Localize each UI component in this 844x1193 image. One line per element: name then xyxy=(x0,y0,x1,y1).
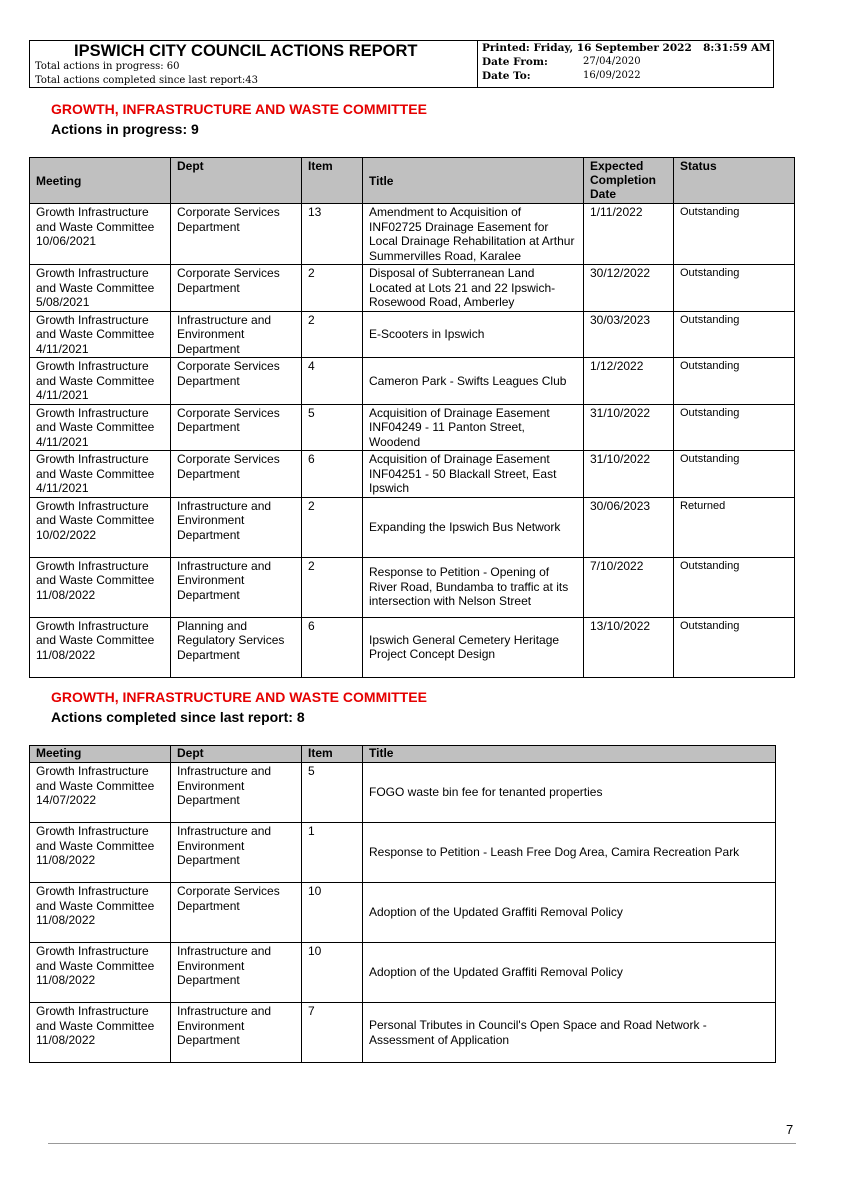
item-cell: 10 xyxy=(302,883,363,943)
printed-time: 8:31:59 AM xyxy=(703,42,771,54)
total-completed: Total actions completed since last report:43 xyxy=(35,75,258,86)
table-row xyxy=(30,497,795,557)
col-item: Item xyxy=(302,158,363,204)
dept-cell: Corporate Services Department xyxy=(171,451,302,498)
col-expected-line1: Expected xyxy=(590,159,644,173)
section1-committee-heading: GROWTH, INFRASTRUCTURE AND WASTE COMMITTEE xyxy=(51,101,427,117)
item-cell: 6 xyxy=(302,451,363,498)
title-cell: Adoption of the Updated Graffiti Removal Policy xyxy=(363,883,776,943)
expected-date-cell: 30/06/2023 xyxy=(584,497,674,557)
expected-date-cell: 13/10/2022 xyxy=(584,617,674,677)
expected-date-cell: 30/12/2022 xyxy=(584,265,674,312)
printed-row xyxy=(482,42,782,54)
title-cell: Expanding the Ipswich Bus Network xyxy=(363,497,584,557)
expected-date-cell: 31/10/2022 xyxy=(584,451,674,498)
title-cell: Response to Petition - Opening of River Road, Bundamba to traffic at its intersection with Nelson Street xyxy=(363,557,584,617)
title-cell: Acquisition of Drainage Easement INF04249 - 11 Panton Street, Woodend xyxy=(363,404,584,451)
title-cell: Amendment to Acquisition of INF02725 Drainage Easement for Local Drainage Rehabilitation at Arthur Summervilles Road, Karalee xyxy=(363,204,584,265)
title-cell: Acquisition of Drainage Easement INF04251 - 50 Blackall Street, East Ipswich xyxy=(363,451,584,498)
table-row xyxy=(30,404,795,451)
dept-cell: Infrastructure and Environment Department xyxy=(171,823,302,883)
expected-date-cell: 7/10/2022 xyxy=(584,557,674,617)
item-cell: 2 xyxy=(302,557,363,617)
meeting-cell: Growth Infrastructure and Waste Committee 4/11/2021 xyxy=(30,451,171,498)
printed-label: Printed: Friday, 16 September 2022 xyxy=(482,42,692,54)
title-cell: Personal Tributes in Council's Open Space and Road Network - Assessment of Application xyxy=(363,1003,776,1063)
table-row xyxy=(30,763,776,823)
meeting-cell: Growth Infrastructure and Waste Committee 11/08/2022 xyxy=(30,1003,171,1063)
table-row xyxy=(30,204,795,265)
title-cell: Ipswich General Cemetery Heritage Project Concept Design xyxy=(363,617,584,677)
page-number: 7 xyxy=(786,1122,794,1137)
title-cell: Cameron Park - Swifts Leagues Club xyxy=(363,358,584,405)
table-row xyxy=(30,943,776,1003)
item-cell: 13 xyxy=(302,204,363,265)
expected-date-cell: 1/12/2022 xyxy=(584,358,674,405)
table-row xyxy=(30,265,795,312)
status-cell: Outstanding xyxy=(674,311,795,358)
col-dept: Dept xyxy=(171,158,302,204)
table-row xyxy=(30,823,776,883)
item-cell: 2 xyxy=(302,497,363,557)
report-title: IPSWICH CITY COUNCIL ACTIONS REPORT xyxy=(74,42,418,60)
col-expected-line3: Date xyxy=(590,187,617,201)
item-cell: 7 xyxy=(302,1003,363,1063)
meeting-cell: Growth Infrastructure and Waste Committee 4/11/2021 xyxy=(30,404,171,451)
dept-cell: Corporate Services Department xyxy=(171,265,302,312)
dept-cell: Corporate Services Department xyxy=(171,883,302,943)
meeting-cell: Growth Infrastructure and Waste Committee 10/06/2021 xyxy=(30,204,171,265)
col-item: Item xyxy=(302,746,363,763)
date-to-value: 16/09/2022 xyxy=(583,70,641,81)
date-to-label: Date To: xyxy=(482,70,531,82)
table-header-row xyxy=(30,158,795,204)
status-cell: Outstanding xyxy=(674,358,795,405)
report-header-right xyxy=(482,41,772,87)
status-cell: Outstanding xyxy=(674,617,795,677)
item-cell: 2 xyxy=(302,311,363,358)
meeting-cell: Growth Infrastructure and Waste Committee 11/08/2022 xyxy=(30,943,171,1003)
dept-cell: Infrastructure and Environment Department xyxy=(171,311,302,358)
col-title: Title xyxy=(363,746,776,763)
status-cell: Outstanding xyxy=(674,204,795,265)
date-to-row xyxy=(482,70,641,82)
item-cell: 10 xyxy=(302,943,363,1003)
meeting-cell: Growth Infrastructure and Waste Committee 4/11/2021 xyxy=(30,311,171,358)
col-meeting: Meeting xyxy=(30,746,171,763)
meeting-cell: Growth Infrastructure and Waste Committee 11/08/2022 xyxy=(30,617,171,677)
meeting-cell: Growth Infrastructure and Waste Committee 14/07/2022 xyxy=(30,763,171,823)
expected-date-cell: 1/11/2022 xyxy=(584,204,674,265)
status-cell: Outstanding xyxy=(674,265,795,312)
table-row xyxy=(30,617,795,677)
dept-cell: Infrastructure and Environment Department xyxy=(171,497,302,557)
dept-cell: Infrastructure and Environment Department xyxy=(171,763,302,823)
status-cell: Outstanding xyxy=(674,557,795,617)
title-cell: Response to Petition - Leash Free Dog Area, Camira Recreation Park xyxy=(363,823,776,883)
section2-subtitle: Actions completed since last report: 8 xyxy=(51,709,305,725)
dept-cell: Infrastructure and Environment Department xyxy=(171,557,302,617)
expected-date-cell: 31/10/2022 xyxy=(584,404,674,451)
report-header xyxy=(29,40,774,88)
title-cell: Adoption of the Updated Graffiti Removal Policy xyxy=(363,943,776,1003)
title-cell: FOGO waste bin fee for tenanted properties xyxy=(363,763,776,823)
date-from-value: 27/04/2020 xyxy=(583,56,641,67)
col-expected-line2: Completion xyxy=(590,173,656,187)
col-meeting: Meeting xyxy=(30,158,171,204)
table-row xyxy=(30,311,795,358)
meeting-cell: Growth Infrastructure and Waste Committee 11/08/2022 xyxy=(30,557,171,617)
expected-date-cell: 30/03/2023 xyxy=(584,311,674,358)
in-progress-table xyxy=(29,157,795,678)
table-row xyxy=(30,557,795,617)
dept-cell: Planning and Regulatory Services Department xyxy=(171,617,302,677)
dept-cell: Infrastructure and Environment Department xyxy=(171,943,302,1003)
title-cell: E-Scooters in Ipswich xyxy=(363,311,584,358)
col-dept: Dept xyxy=(171,746,302,763)
meeting-cell: Growth Infrastructure and Waste Committee 10/02/2022 xyxy=(30,497,171,557)
table-row xyxy=(30,883,776,943)
footer-divider xyxy=(48,1143,796,1144)
status-cell: Outstanding xyxy=(674,451,795,498)
report-header-left xyxy=(30,41,478,87)
title-cell: Disposal of Subterranean Land Located at Lots 21 and 22 Ipswich-Rosewood Road, Amberley xyxy=(363,265,584,312)
date-from-label: Date From: xyxy=(482,56,548,68)
table-row xyxy=(30,358,795,405)
table-header-row xyxy=(30,746,776,763)
meeting-cell: Growth Infrastructure and Waste Committee 4/11/2021 xyxy=(30,358,171,405)
section2-committee-heading: GROWTH, INFRASTRUCTURE AND WASTE COMMITTEE xyxy=(51,689,427,705)
meeting-cell: Growth Infrastructure and Waste Committee 5/08/2021 xyxy=(30,265,171,312)
status-cell: Outstanding xyxy=(674,404,795,451)
total-in-progress: Total actions in progress: 60 xyxy=(35,61,180,72)
dept-cell: Infrastructure and Environment Department xyxy=(171,1003,302,1063)
date-from-row xyxy=(482,56,641,68)
status-cell: Returned xyxy=(674,497,795,557)
completed-table xyxy=(29,745,776,1063)
item-cell: 6 xyxy=(302,617,363,677)
meeting-cell: Growth Infrastructure and Waste Committee 11/08/2022 xyxy=(30,823,171,883)
item-cell: 2 xyxy=(302,265,363,312)
meeting-cell: Growth Infrastructure and Waste Committee 11/08/2022 xyxy=(30,883,171,943)
item-cell: 5 xyxy=(302,404,363,451)
item-cell: 5 xyxy=(302,763,363,823)
col-expected-completion-date xyxy=(584,158,674,204)
dept-cell: Corporate Services Department xyxy=(171,404,302,451)
section1-subtitle: Actions in progress: 9 xyxy=(51,121,199,137)
col-title: Title xyxy=(363,158,584,204)
table-row xyxy=(30,1003,776,1063)
table-row xyxy=(30,451,795,498)
item-cell: 1 xyxy=(302,823,363,883)
col-status: Status xyxy=(674,158,795,204)
item-cell: 4 xyxy=(302,358,363,405)
dept-cell: Corporate Services Department xyxy=(171,358,302,405)
dept-cell: Corporate Services Department xyxy=(171,204,302,265)
